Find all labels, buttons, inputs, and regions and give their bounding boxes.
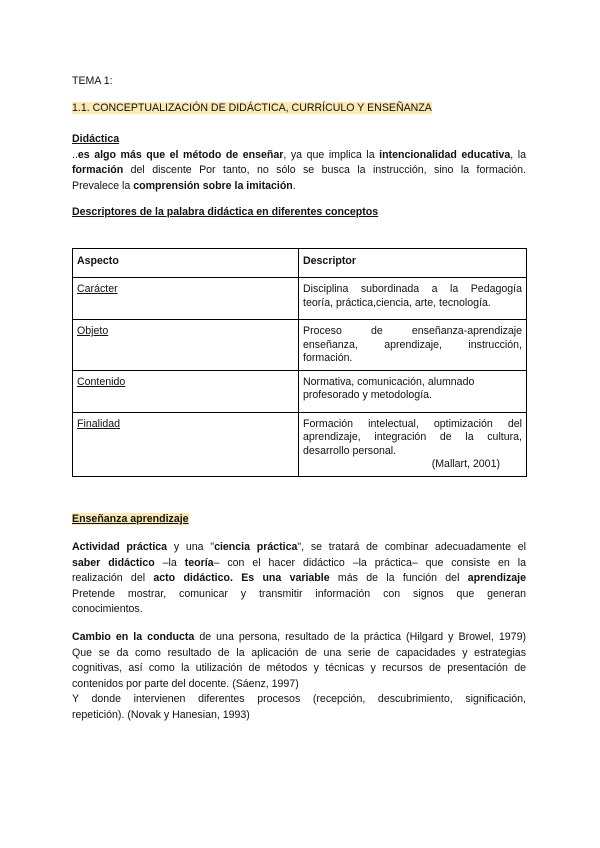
bold-text: ciencia práctica [214, 541, 298, 553]
aspecto-cell: Objeto [77, 325, 109, 337]
didactica-text: Prevalece la [72, 179, 134, 192]
didactica-bold: es algo más que el método de enseñar [77, 148, 284, 161]
didactica-text: , ya que implica la [283, 148, 380, 161]
text: realización del [72, 572, 154, 584]
text: Y donde intervienen diferentes procesos (recepción, descubrimiento, significación, [72, 693, 526, 705]
descriptor-cell [299, 278, 527, 320]
descriptor-line: formación. [303, 352, 353, 364]
descriptor-line: profesorado y metodología. [303, 389, 432, 401]
citation: (Mallart, 2001) [431, 458, 500, 470]
text: –la [154, 556, 185, 569]
descriptor-line: desarrollo personal. [303, 444, 397, 457]
descriptores-heading [72, 205, 378, 219]
text: repetición). (Novak y Hanesian, 1993) [72, 708, 250, 721]
text: y una " [167, 541, 215, 553]
bold-text: aprendizaje [467, 572, 527, 584]
table-header-row [73, 249, 527, 278]
aspecto-cell: Finalidad [77, 417, 120, 430]
descriptor-cell [299, 412, 527, 476]
descriptor-line: Proceso de enseñanza-aprendizaje [303, 325, 522, 337]
descriptor-line: enseñanza, aprendizaje, instrucción, [303, 338, 522, 351]
table-header-aspecto: Aspecto [73, 249, 299, 278]
bold-text: Actividad práctica [72, 541, 168, 553]
table-row [73, 412, 527, 476]
ensenanza-paragraph-2 [72, 630, 526, 723]
bold-text: saber didáctico [72, 556, 155, 569]
descriptor-cell [299, 370, 527, 412]
didactica-block [72, 132, 526, 194]
descriptor-line: aprendizaje, integración de la cultura, [303, 431, 522, 443]
descriptor-line: teoría, práctica,ciencia, arte, tecnología. [303, 296, 491, 309]
bold-text: Cambio en la conducta [72, 631, 195, 643]
descriptores-heading-text: Descriptores de la palabra didáctica en diferentes conceptos [72, 206, 379, 218]
text: contenidos por parte del docente. (Sáenz, 1997) [72, 677, 299, 690]
didactica-text: del discente Por tanto, no sólo se busca la instrucción, sino la formación. [123, 164, 526, 176]
didactica-heading: Didáctica [72, 133, 120, 145]
ensenanza-heading-text: Enseñanza aprendizaje [72, 513, 189, 525]
section-title [72, 101, 432, 115]
text: más de la función del [329, 572, 468, 584]
text: conocimientos. [72, 603, 143, 615]
aspecto-cell: Carácter [77, 283, 118, 295]
text: Que se da como resultado de la aplicación de una serie de capacidades y estrategias [72, 646, 526, 659]
descriptor-line: Formación intelectual, optimización del [303, 417, 522, 430]
table-row [73, 278, 527, 320]
table-row [73, 320, 527, 371]
descriptor-line: Normativa, comunicación, alumnado [303, 375, 475, 388]
text: cognitivas, así como la utilización de métodos y técnicas y recursos de presentación de [72, 662, 526, 674]
didactica-bold: formación [72, 164, 124, 176]
table-row [73, 370, 527, 412]
descriptores-table [72, 248, 527, 477]
bold-text: acto didáctico. Es una variable [153, 572, 330, 584]
text: de una persona, resultado de la práctica (Hilgard y Browel, 1979) [194, 631, 526, 643]
bold-text: teoría [184, 556, 214, 569]
ensenanza-heading [72, 512, 189, 526]
text: ", se tratará de combinar adecuadamente el [297, 541, 526, 553]
text: – con el hacer didáctico –la práctica– que consiste en la [213, 556, 526, 569]
didactica-text: , la [510, 148, 526, 161]
descriptor-line: Disciplina subordinada a la Pedagogía [303, 283, 522, 295]
didactica-text: . [292, 179, 296, 192]
aspecto-cell: Contenido [77, 375, 126, 388]
section-title-text: 1.1. CONCEPTUALIZACIÓN DE DIDÁCTICA, CURRÍCULO Y ENSEÑANZA [72, 102, 432, 114]
didactica-bold: intencionalidad educativa [379, 148, 511, 161]
didactica-text: .. [72, 148, 78, 161]
ensenanza-paragraph-1 [72, 540, 526, 618]
table-header-descriptor: Descriptor [299, 249, 527, 278]
tema-label: TEMA 1: [72, 75, 113, 87]
text: Pretende mostrar, comunicar y transmitir información con signos que generan [72, 587, 526, 600]
didactica-bold: comprensión sobre la imitación [133, 179, 293, 192]
descriptor-cell [299, 320, 527, 371]
